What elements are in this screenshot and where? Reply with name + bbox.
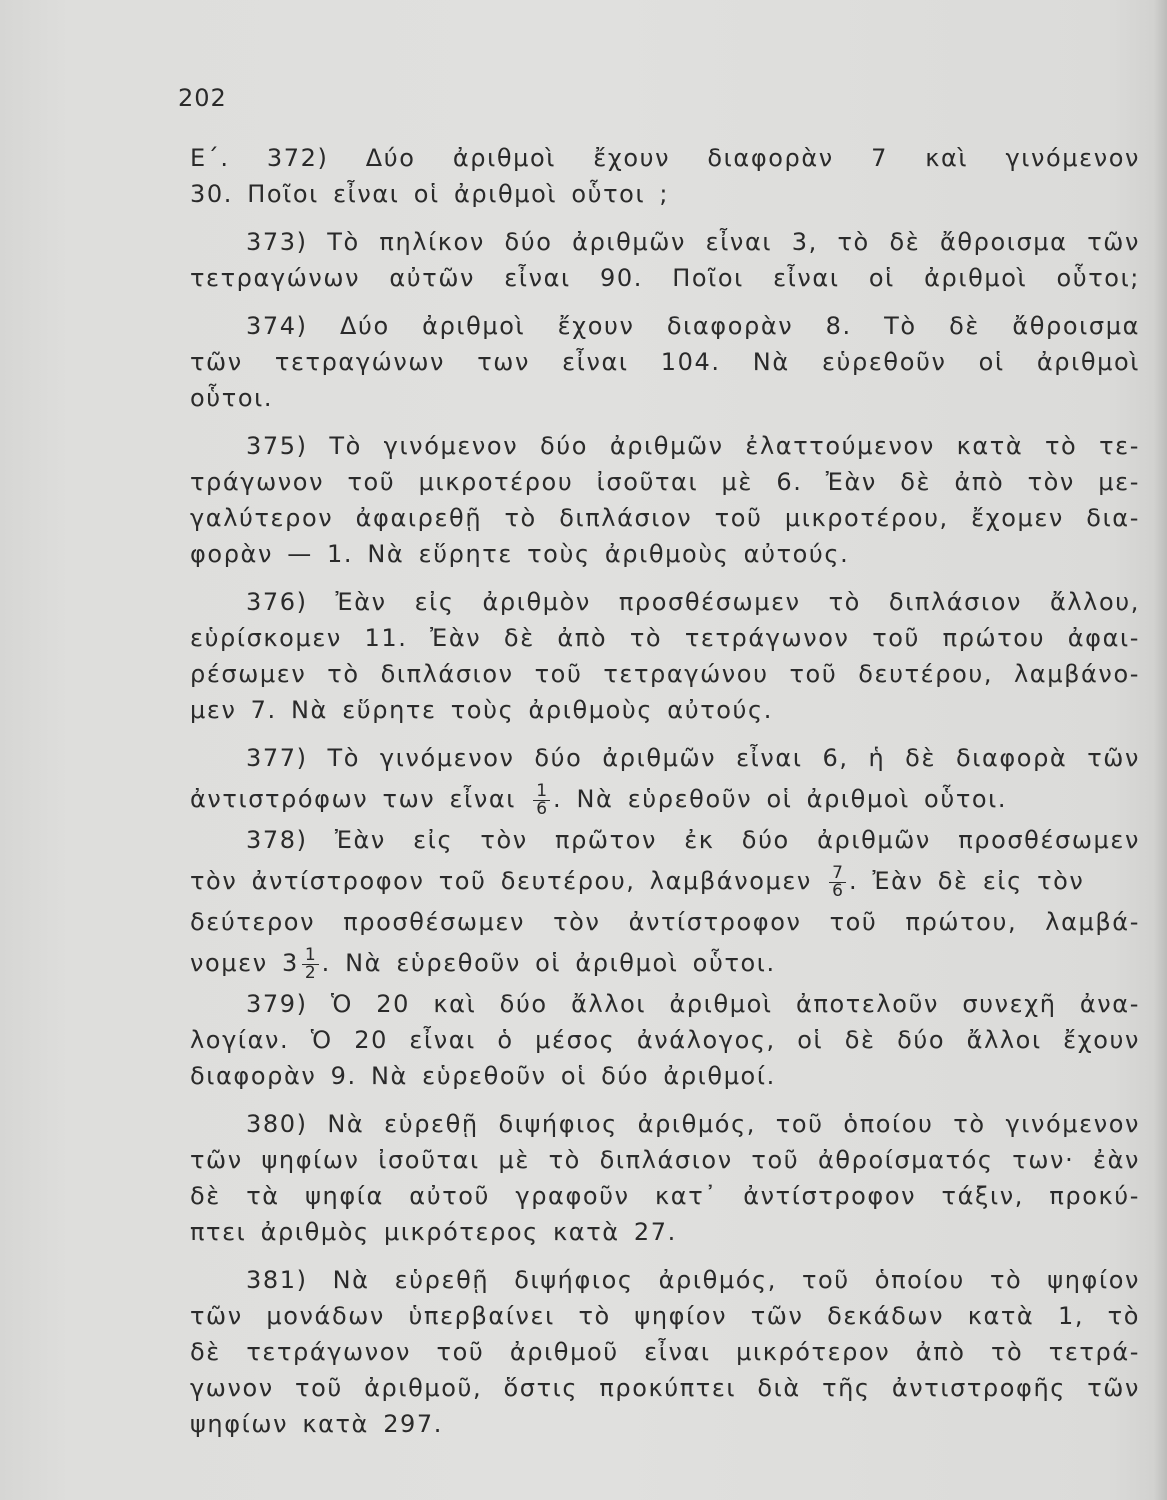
fraction-denominator: 6 (832, 880, 843, 901)
problem-378-line-3: δεύτερον προσθέσωμεν τὸν ἀντίστροφον τοῦ πρώτου, λαμβά- (190, 908, 1140, 936)
problem-374-line-2: τῶν τετραγώνων των εἶναι 104. Νὰ εὑρεθοῦν οἱ ἀριθμοὶ (190, 348, 1140, 376)
fraction-denominator: 6 (536, 798, 548, 819)
problem-379-line-2: λογίαν. Ὁ 20 εἶναι ὁ μέσος ἀνάλογος, οἱ δὲ δύο ἄλλοι ἔχουν (190, 1026, 1140, 1054)
problem-373-line-1: 373) Τὸ πηλίκον δύο ἀριθμῶν εἶναι 3, τὸ δὲ ἄθροισμα τῶν (246, 228, 1140, 256)
problem-378-text-2b: . Ἐὰν δὲ εἰς τὸν (849, 867, 1085, 895)
problem-377-text-2b: . Νὰ εὑρεθοῦν οἱ ἀριθμοὶ οὗτοι. (553, 785, 1008, 813)
problem-378-text-4b: . Νὰ εὑρεθοῦν οἱ ἀριθμοὶ οὗτοι. (321, 949, 776, 977)
problem-381-line-2: τῶν μονάδων ὑπερβαίνει τὸ ψηφίον τῶν δεκάδων κατὰ 1, τὸ (190, 1302, 1140, 1330)
problem-376-line-3: ρέσωμεν τὸ διπλάσιον τοῦ τετραγώνου τοῦ δευτέρου, λαμβάνο- (190, 660, 1140, 688)
page-number: 202 (178, 84, 227, 112)
problem-379-line-1: 379) Ὁ 20 καὶ δύο ἄλλοι ἀριθμοὶ ἀποτελοῦν συνεχῆ ἀνα- (246, 990, 1140, 1018)
problem-375-line-2: τράγωνον τοῦ μικροτέρου ἰσοῦται μὲ 6. Ἐὰν δὲ ἀπὸ τὸν με- (190, 468, 1140, 496)
problem-375-line-1: 375) Τὸ γινόμενον δύο ἀριθμῶν ἐλαττούμενον κατὰ τὸ τε- (246, 432, 1140, 460)
problem-379-line-3: διαφορὰν 9. Νὰ εὑρεθοῦν οἱ δύο ἀριθμοί. (190, 1062, 776, 1090)
problem-374-line-1: 374) Δύο ἀριθμοὶ ἔχουν διαφορὰν 8. Τὸ δὲ ἄθροισμα (246, 312, 1140, 340)
problem-381-line-5: ψηφίων κατὰ 297. (190, 1410, 444, 1438)
problem-372-line-1 (190, 140, 1140, 176)
problem-381-line-4: γωνον τοῦ ἀριθμοῦ, ὅστις προκύπτει διὰ τῆς ἀντιστροφῆς τῶν (190, 1374, 1140, 1402)
problem-376-line-1: 376) Ἐὰν εἰς ἀριθμὸν προσθέσωμεν τὸ διπλάσιον ἄλλου, (246, 588, 1140, 616)
problem-372-text-1: 372) Δύο ἀριθμοὶ ἔχουν διαφορὰν 7 καὶ γινόμενον (266, 144, 1141, 172)
problem-374-line-3: οὗτοι. (190, 384, 274, 412)
problem-378-line-2 (190, 858, 1140, 904)
problem-380-line-4: πτει ἀριθμὸς μικρότερος κατὰ 27. (190, 1218, 677, 1246)
problem-378-text-4a: νομεν 3 (190, 949, 299, 977)
fraction-one-half (302, 944, 319, 983)
problem-377-line-1: 377) Τὸ γινόμενον δύο ἀριθμῶν εἶναι 6, ἡ δὲ διαφορὰ τῶν (246, 744, 1140, 772)
problem-381-line-3: δὲ τετράγωνον τοῦ ἀριθμοῦ εἶναι μικρότερον ἀπὸ τὸ τετρά- (190, 1338, 1140, 1366)
problem-373-line-2: τετραγώνων αὐτῶν εἶναι 90. Ποῖοι εἶναι οἱ ἀριθμοὶ οὗτοι; (190, 264, 1140, 292)
problem-381-line-1: 381) Νὰ εὑρεθῇ διψήφιος ἀριθμός, τοῦ ὁποίου τὸ ψηφίον (246, 1266, 1140, 1294)
problem-378-line-4 (190, 940, 1140, 986)
problem-378-line-1: 378) Ἐὰν εἰς τὸν πρῶτον ἐκ δύο ἀριθμῶν προσθέσωμεν (246, 826, 1140, 854)
fraction-seven-sixths (829, 862, 846, 901)
problem-378-text-2a: τὸν ἀντίστροφον τοῦ δευτέρου, λαμβάνομεν (190, 867, 812, 895)
problem-377-line-2 (190, 776, 1140, 822)
problem-377-text-2a: ἀντιστρόφων των εἶναι (190, 785, 516, 813)
problem-372-line-2: 30. Ποῖοι εἶναι οἱ ἀριθμοὶ οὗτοι ; (190, 180, 670, 208)
page-edge-shadow (1153, 0, 1167, 1500)
problem-375-line-3: γαλύτερον ἀφαιρεθῇ τὸ διπλάσιον τοῦ μικροτέρου, ἔχομεν δια- (190, 504, 1140, 532)
problem-376-line-2: εὑρίσκομεν 11. Ἐὰν δὲ ἀπὸ τὸ τετράγωνον τοῦ πρώτου ἀφαι- (190, 624, 1140, 652)
problem-375-line-4: φορὰν — 1. Νὰ εὕρητε τοὺς ἀριθμοὺς αὐτούς. (190, 540, 850, 568)
problem-380-line-3: δὲ τὰ ψηφία αὐτοῦ γραφοῦν κατ᾽ ἀντίστροφον τάξιν, προκύ- (190, 1182, 1140, 1210)
fraction-numerator: 1 (302, 947, 319, 965)
fraction-numerator: 1 (533, 783, 550, 801)
page-body (190, 140, 1140, 1442)
fraction-one-sixth (533, 780, 550, 819)
fraction-denominator: 2 (304, 962, 316, 983)
problem-376-line-4: μεν 7. Νὰ εὕρητε τοὺς ἀριθμοὺς αὐτούς. (190, 696, 773, 724)
problem-380-line-2: τῶν ψηφίων ἰσοῦται μὲ τὸ διπλάσιον τοῦ ἀθροίσματός των· ἐὰν (190, 1146, 1140, 1174)
fraction-numerator: 7 (829, 865, 846, 883)
problem-380-line-1: 380) Νὰ εὑρεθῇ διψήφιος ἀριθμός, τοῦ ὁποίου τὸ γινόμενον (246, 1110, 1140, 1138)
section-label: Ε΄. (190, 144, 230, 172)
